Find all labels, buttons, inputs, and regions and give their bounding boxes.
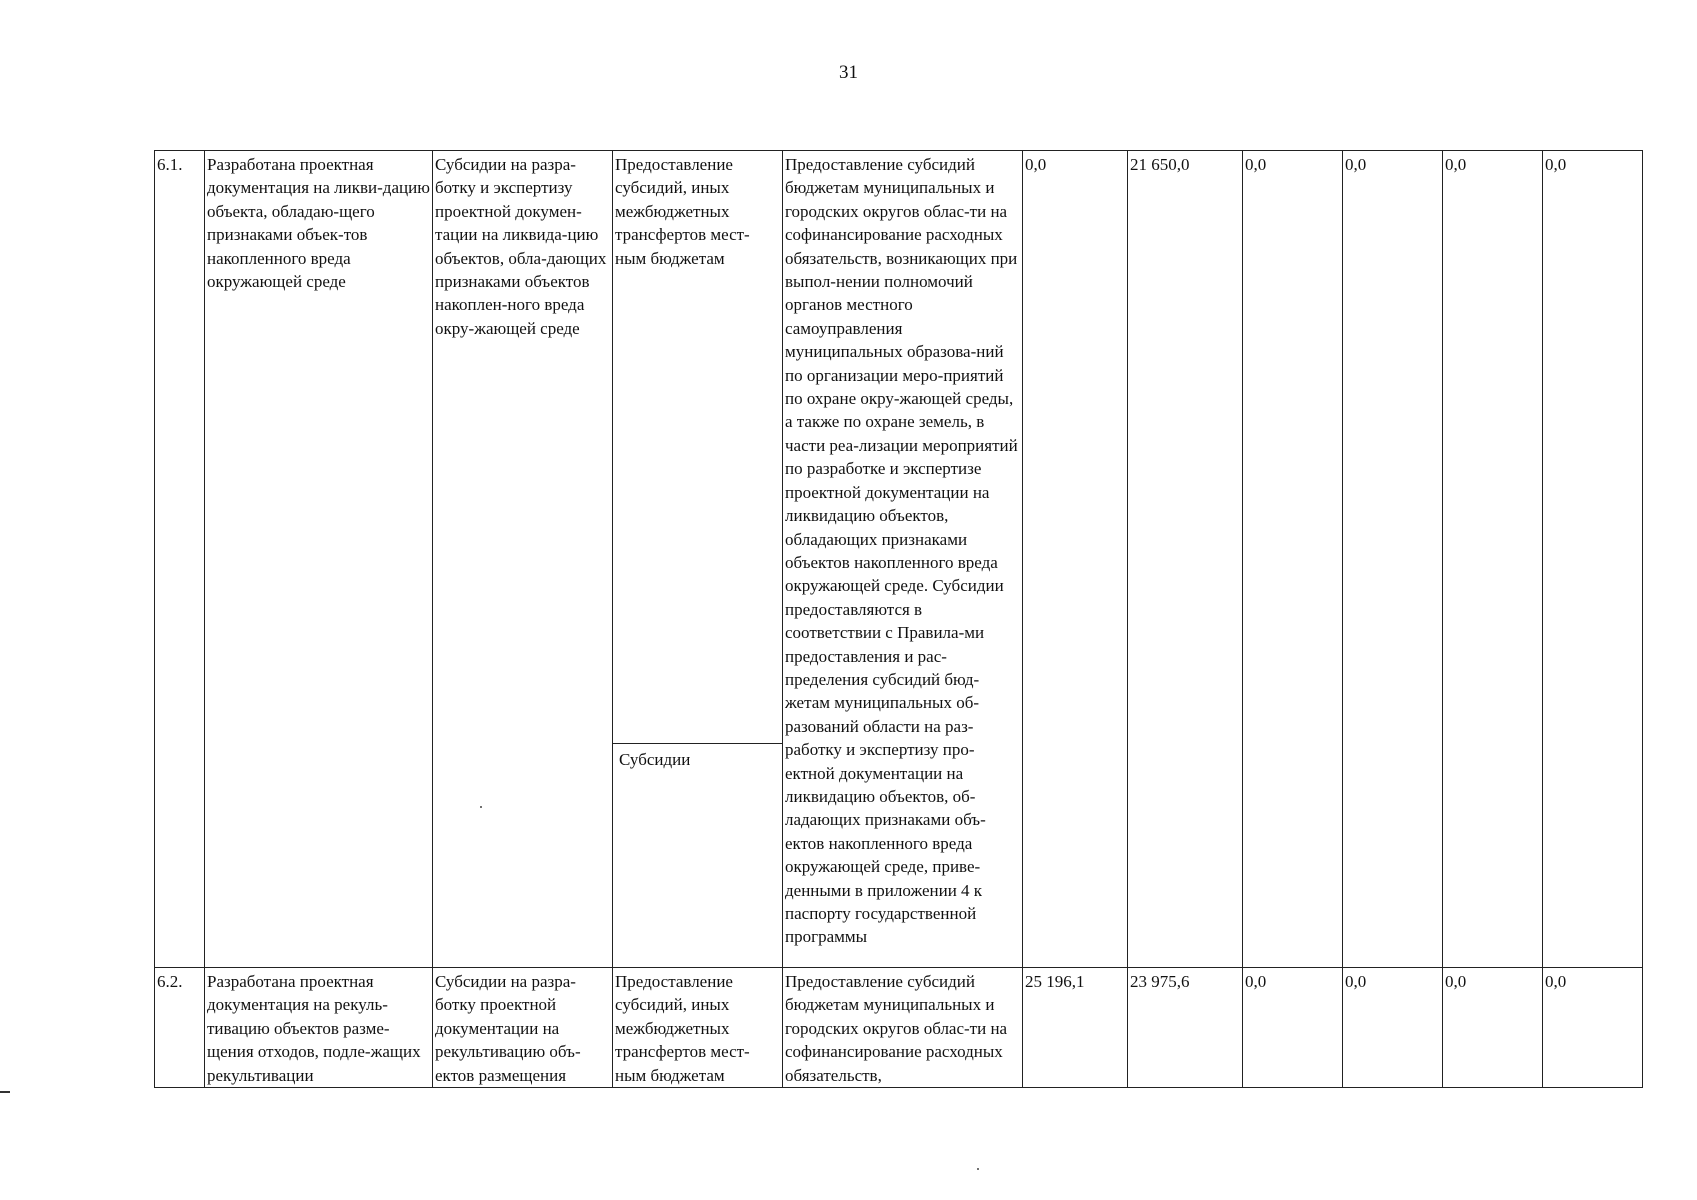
value-cell: 0,0 [1243,968,1343,1088]
value-cell: 0,0 [1243,151,1343,968]
value-cell: 0,0 [1443,968,1543,1088]
mechanism-bottom: Субсидии [619,750,691,769]
scan-speck [480,806,482,808]
table-row [155,968,1643,1088]
measure-cell: Субсидии на разра-ботку проектной документации на рекультивацию объ-ектов размещения [433,968,613,1088]
row-number: 6.1. [155,151,205,968]
mechanism-cell: Предоставление субсидий, иных межбюджетных трансфертов мест-ным бюджетам [613,968,783,1088]
mechanism-cell [613,151,783,968]
scan-edge-mark [0,1091,10,1093]
page-number: 31 [839,62,858,83]
value-cell: 0,0 [1543,151,1643,968]
value-cell: 0,0 [1023,151,1128,968]
measure-cell: Субсидии на разра-ботку и экспертизу проектной докумен-тации на ликвида-цию объектов, обла-дающих признаками объектов накоплен-ного вреда окру-жающей среде [433,151,613,968]
table-row [155,151,1643,968]
value-cell: 23 975,6 [1128,968,1243,1088]
scan-speck [977,1168,979,1170]
description-cell: Предоставление субсидий бюджетам муниципальных и городских округов облас-ти на софинансирование расходных обязательств, [783,968,1023,1088]
value-cell: 0,0 [1443,151,1543,968]
row-number: 6.2. [155,968,205,1088]
result-cell: Разработана проектная документация на рекуль-тивацию объектов разме-щения отходов, подле-жащих рекультивации [205,968,433,1088]
mechanism-top: Предоставление субсидий, иных межбюджетных трансфертов мест-ным бюджетам [613,151,782,744]
value-cell: 25 196,1 [1023,968,1128,1088]
value-cell: 0,0 [1343,968,1443,1088]
result-cell: Разработана проектная документация на ликви-дацию объекта, обладаю-щего признаками объек-тов накопленного вреда окружающей среде [205,151,433,968]
value-cell: 0,0 [1543,968,1643,1088]
value-cell: 21 650,0 [1128,151,1243,968]
description-cell: Предоставление субсидий бюджетам муниципальных и городских округов облас-ти на софинансирование расходных обязательств, возникающих при выпол-нении полномочий органов местного самоуправления муниципальных образова-ний по организации меро-приятий по охране окру-жающей среды, а также по охране земель, в части реа-лизации мероприятий по разработке и экспертизе проектной документации на ликвидацию объектов, обладающих признаками объектов накопленного вреда окружающей среде. Субсидии предоставляются в соответствии с Правила-ми предоставления и рас-пределения субсидий бюд-жетам муниципальных об-разований области на раз-работку и экспертизу про-ектной документации на ликвидацию объектов, об-ладающих признаками объ-ектов накопленного вреда окружающей среде, приве-денными в приложении 4 к паспорту государственной программы [783,151,1023,968]
value-cell: 0,0 [1343,151,1443,968]
program-table [154,150,1643,1088]
